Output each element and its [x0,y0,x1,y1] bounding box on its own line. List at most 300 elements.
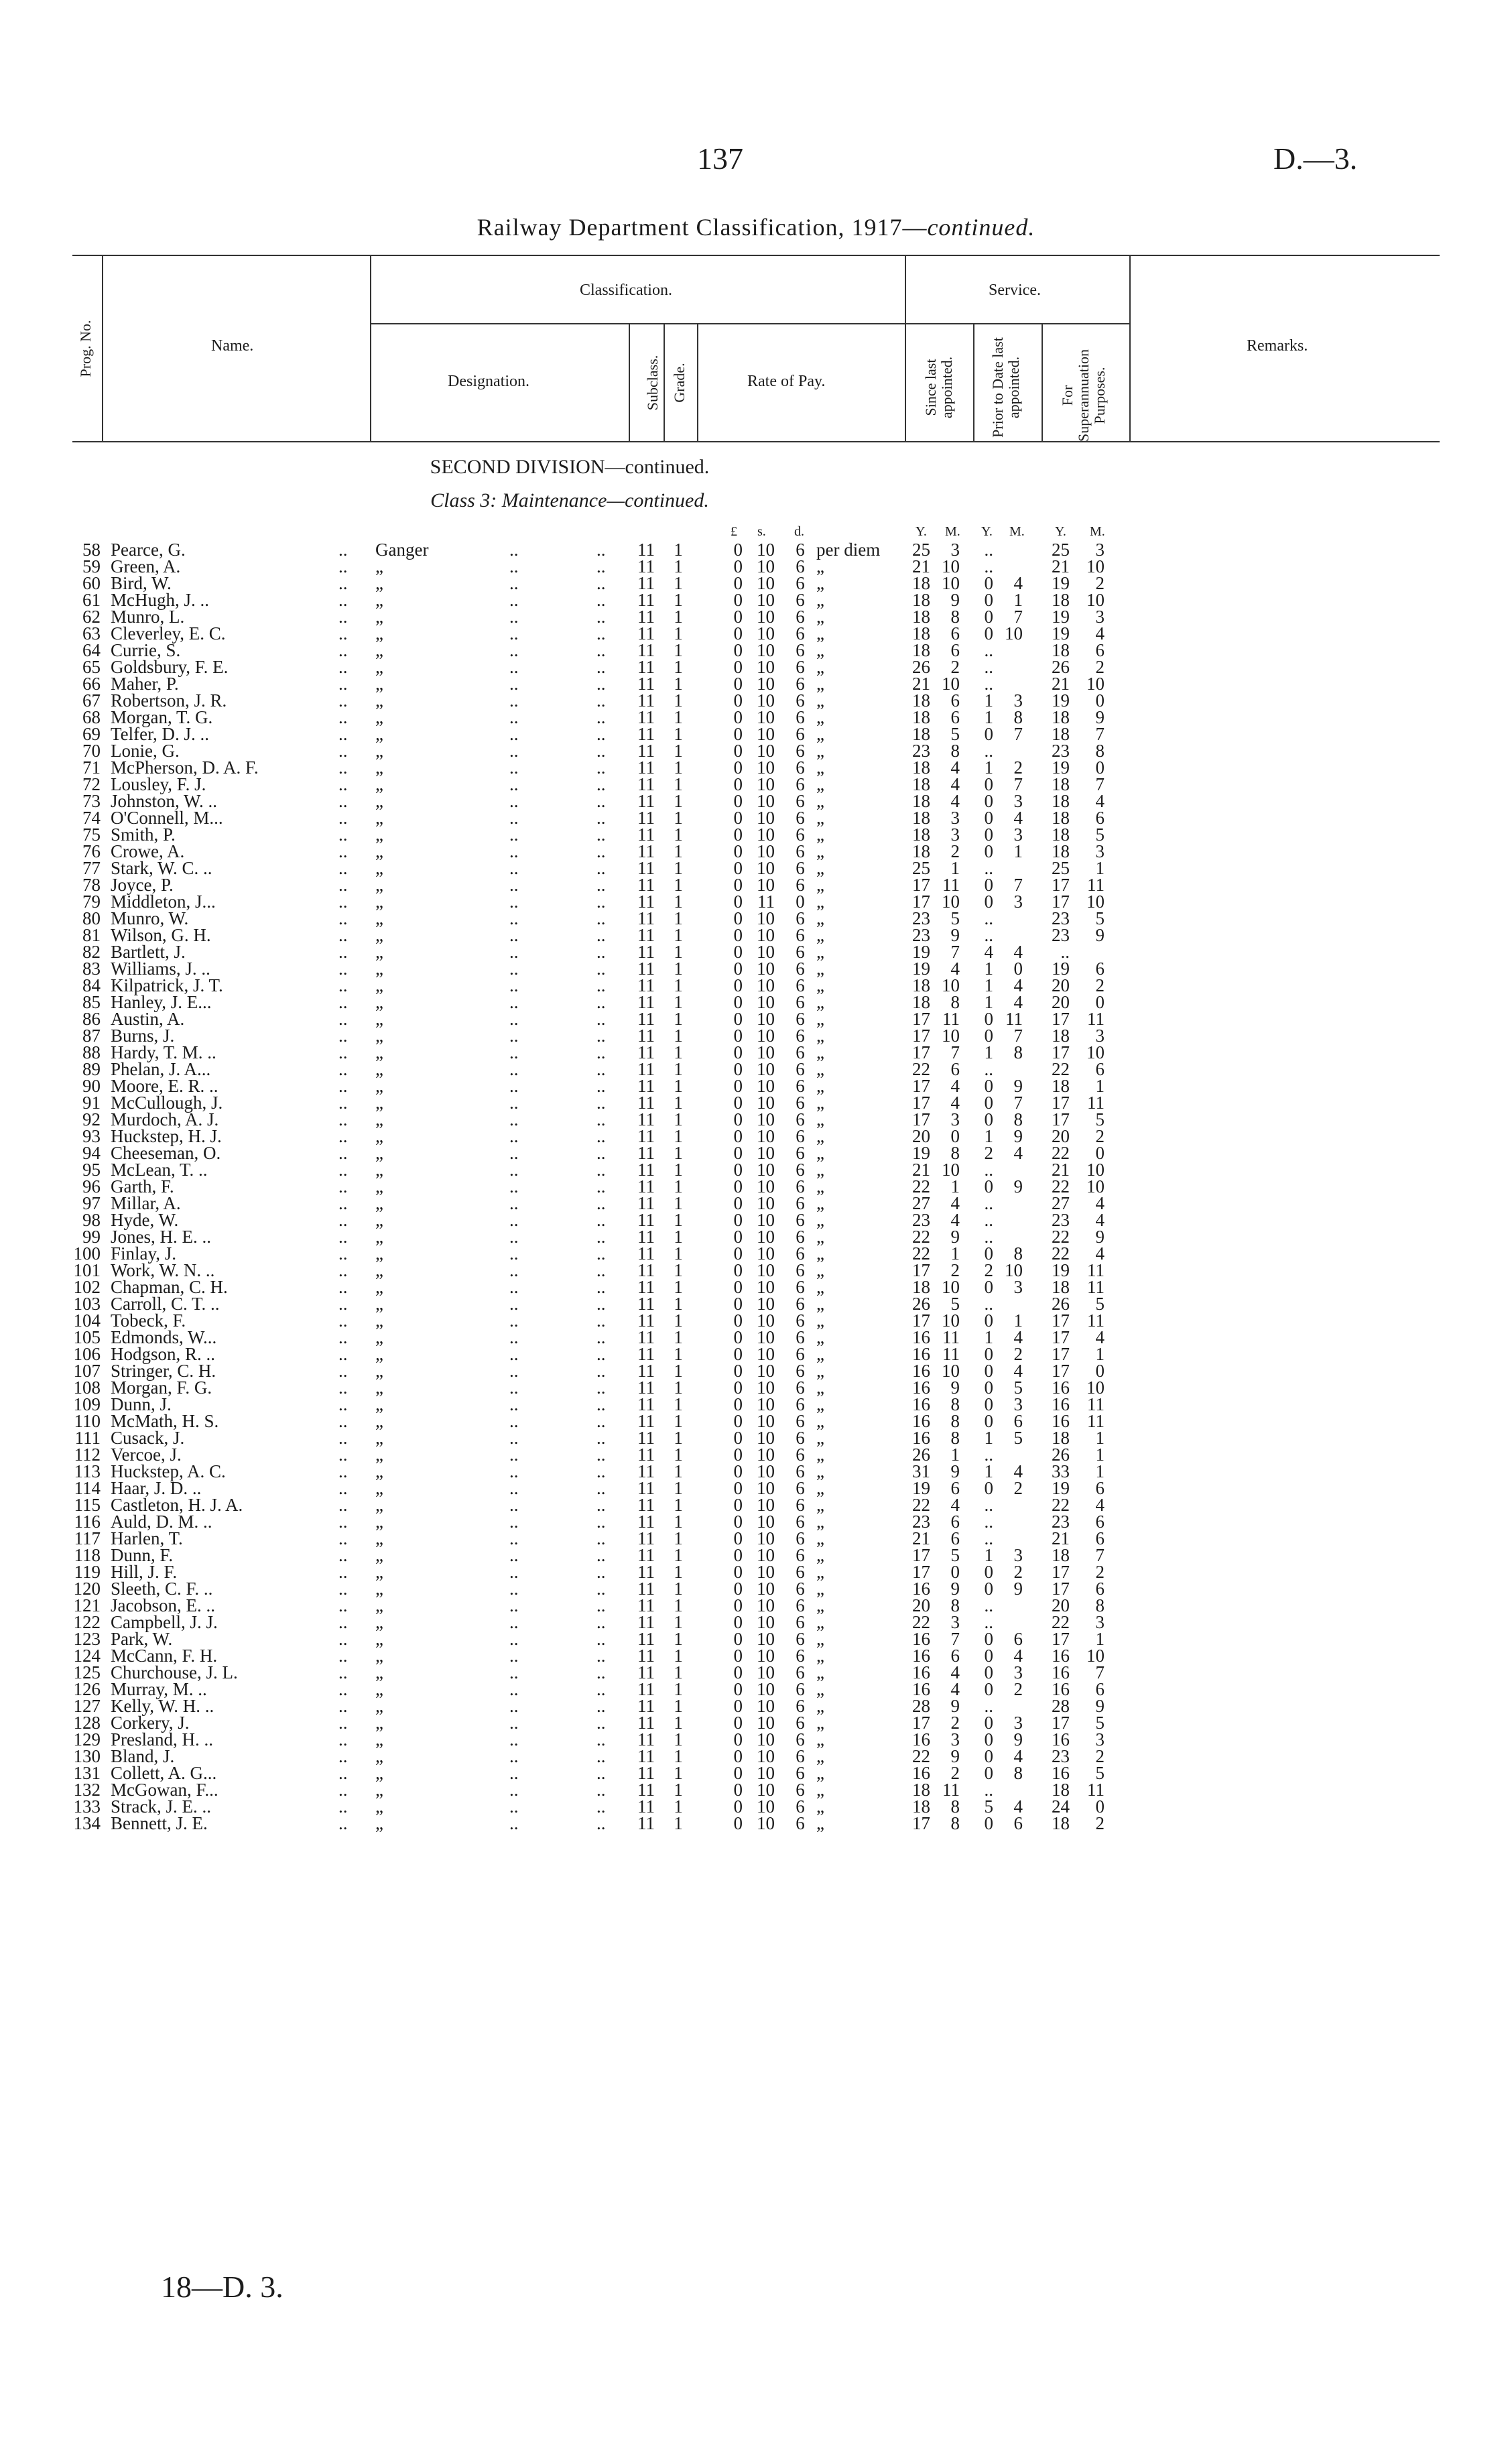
pay-pounds: 0 [733,1109,743,1129]
employee-name: Williams, J. .. [111,959,210,979]
pay-pounds: 0 [733,757,743,778]
super-years: 23 [1052,1210,1070,1230]
designation: „ [375,908,383,928]
since-months: 11 [942,1327,960,1347]
pay-period: „ [816,741,824,761]
title-main: Railway Department Classification, 1917— [477,214,928,241]
leader-dots: .. [338,1813,348,1833]
leader-dots: .. [509,1059,519,1079]
pay-pounds: 0 [733,791,743,811]
prior-months: 4 [1013,1796,1023,1817]
leader-dots: .. [596,1612,606,1632]
table-row [0,826,1512,843]
prog-no: 93 [82,1126,101,1146]
super-years: 18 [1052,791,1070,811]
prior-months: 4 [1013,1361,1023,1381]
leader-dots: .. [509,1210,519,1230]
since-years: 23 [912,925,930,945]
subclass: 11 [637,540,655,560]
grade: 1 [674,908,683,928]
leader-dots: .. [596,1512,606,1532]
prior-years: .. [984,925,993,945]
leader-dots: .. [338,875,348,895]
leader-dots: .. [509,1662,519,1682]
pay-pence: 6 [796,573,805,593]
pay-period: „ [816,1411,824,1431]
super-months: 6 [1095,640,1105,660]
page-number: 137 [697,141,743,176]
prog-no: 97 [82,1193,101,1213]
since-months: 10 [942,674,960,694]
table-row [0,1346,1512,1363]
grade: 1 [674,1193,683,1213]
prog-no: 113 [74,1461,101,1481]
leader-dots: .. [509,1461,519,1481]
pay-shillings: 10 [757,1780,775,1800]
prior-years: 0 [984,892,993,912]
pay-pounds: 0 [733,690,743,711]
since-years: 19 [912,942,930,962]
since-years: 17 [912,1310,930,1331]
pay-pence: 6 [796,623,805,643]
since-months: 2 [950,1713,960,1733]
pay-pounds: 0 [733,1595,743,1615]
employee-name: Sleeth, C. F. .. [111,1579,213,1599]
leader-dots: .. [509,1595,519,1615]
prog-no: 61 [82,590,101,610]
pay-pounds: 0 [733,1042,743,1062]
subclass: 11 [637,1076,655,1096]
super-months: 2 [1095,975,1105,995]
pay-pounds: 0 [733,1210,743,1230]
super-months: 10 [1086,556,1105,576]
super-months: 11 [1087,1277,1105,1297]
footer-reference: 18—D. 3. [161,2270,284,2304]
leader-dots: .. [596,540,606,560]
subclass: 11 [637,1461,655,1481]
prog-no: 79 [82,892,101,912]
designation: „ [375,1696,383,1716]
prior-years: 1 [984,959,993,979]
pay-period: „ [816,1512,824,1532]
since-years: 18 [912,774,930,794]
table-row [0,1463,1512,1480]
since-years: 26 [912,1445,930,1465]
prior-years: 0 [984,774,993,794]
pay-pounds: 0 [733,1512,743,1532]
since-years: 22 [912,1746,930,1766]
pay-shillings: 10 [757,1411,775,1431]
leader-dots: .. [338,1662,348,1682]
super-months: 10 [1086,1377,1105,1398]
super-years: 17 [1052,1344,1070,1364]
pay-pence: 6 [796,657,805,677]
super-years: 22 [1052,1176,1070,1197]
prog-no: 121 [73,1595,101,1615]
since-years: 18 [912,623,930,643]
leader-dots: .. [596,1579,606,1599]
designation: „ [375,1528,383,1548]
pay-pounds: 0 [733,1445,743,1465]
designation: „ [375,590,383,610]
prog-no: 115 [74,1495,101,1515]
pay-shillings: 10 [757,791,775,811]
subclass: 11 [637,1344,655,1364]
leader-dots: .. [596,925,606,945]
since-years: 18 [912,590,930,610]
leader-dots: .. [338,908,348,928]
leader-dots: .. [338,1076,348,1096]
employee-name: Munro, L. [111,607,185,627]
employee-name: Campbell, J. J. [111,1612,218,1632]
leader-dots: .. [338,1126,348,1146]
since-years: 20 [912,1595,930,1615]
grade: 1 [674,1277,683,1297]
table-row [0,1011,1512,1028]
super-years: 20 [1052,1595,1070,1615]
designation: „ [375,925,383,945]
prior-months: 9 [1013,1579,1023,1599]
prior-years: 0 [984,573,993,593]
designation: „ [375,1310,383,1331]
since-months: 8 [950,607,960,627]
prog-no: 133 [73,1796,101,1817]
employee-name: Pearce, G. [111,540,186,560]
table-row [0,843,1512,860]
grade: 1 [674,657,683,677]
subclass: 11 [637,1445,655,1465]
pay-pence: 6 [796,1294,805,1314]
pay-pounds: 0 [733,607,743,627]
prior-years: 0 [984,1729,993,1750]
super-years: 16 [1052,1646,1070,1666]
subclass: 11 [637,590,655,610]
designation: „ [375,707,383,727]
prog-no: 131 [73,1763,101,1783]
leader-dots: .. [596,1411,606,1431]
leader-dots: .. [338,623,348,643]
prior-years: 0 [984,724,993,744]
employee-name: O'Connell, M... [111,808,223,828]
grade: 1 [674,1478,683,1498]
since-months: 9 [950,1579,960,1599]
super-months: 0 [1095,690,1105,711]
leader-dots: .. [596,757,606,778]
employee-name: Dunn, F. [111,1545,174,1565]
super-years: 17 [1052,875,1070,895]
leader-dots: .. [509,1143,519,1163]
pay-pence: 6 [796,741,805,761]
prog-no: 65 [82,657,101,677]
subclass: 11 [637,1176,655,1197]
prior-months: 7 [1013,875,1023,895]
subclass: 11 [637,607,655,627]
pay-period: „ [816,942,824,962]
subclass: 11 [637,1411,655,1431]
table-row [0,1212,1512,1229]
super-months: 11 [1087,1780,1105,1800]
super-months: 10 [1086,1646,1105,1666]
table-row [0,1044,1512,1061]
pay-shillings: 10 [757,908,775,928]
super-months: 1 [1095,1629,1105,1649]
super-years: 17 [1052,892,1070,912]
pay-pence: 6 [796,1478,805,1498]
designation: „ [375,757,383,778]
leader-dots: .. [596,892,606,912]
leader-dots: .. [509,1763,519,1783]
prior-months: 0 [1013,959,1023,979]
employee-name: Kilpatrick, J. T. [111,975,223,995]
grade: 1 [674,1176,683,1197]
since-years: 18 [912,824,930,845]
employee-name: McCullough, J. [111,1093,223,1113]
grade: 1 [674,975,683,995]
leader-dots: .. [596,1696,606,1716]
leader-dots: .. [596,1445,606,1465]
pay-period: „ [816,1344,824,1364]
designation: „ [375,1361,383,1381]
grade: 1 [674,925,683,945]
leader-dots: .. [596,1126,606,1146]
subclass: 11 [637,1729,655,1750]
pay-pence: 6 [796,1411,805,1431]
table-row [0,1447,1512,1463]
since-months: 10 [942,1026,960,1046]
super-months: 6 [1095,1478,1105,1498]
pay-pounds: 0 [733,556,743,576]
prior-years: .. [984,1210,993,1230]
unit-month-prior: M. [1009,524,1025,539]
leader-dots: .. [509,741,519,761]
subclass: 11 [637,573,655,593]
super-months: 5 [1095,1713,1105,1733]
table-row [0,1715,1512,1731]
leader-dots: .. [509,607,519,627]
prior-months: 3 [1013,824,1023,845]
since-months: 1 [950,1445,960,1465]
designation: „ [375,1595,383,1615]
pay-shillings: 10 [757,992,775,1012]
prior-years: .. [984,657,993,677]
grade: 1 [674,1243,683,1264]
leader-dots: .. [596,707,606,727]
pay-period: „ [816,1746,824,1766]
prior-months: 3 [1013,1713,1023,1733]
leader-dots: .. [509,1160,519,1180]
leader-dots: .. [338,1160,348,1180]
grade: 1 [674,1394,683,1414]
super-months: 1 [1095,858,1105,878]
grade: 1 [674,707,683,727]
leader-dots: .. [596,791,606,811]
designation: „ [375,1260,383,1280]
employee-name: Burns, J. [111,1026,175,1046]
grade: 1 [674,1646,683,1666]
pay-shillings: 10 [757,1763,775,1783]
prior-months: 2 [1013,1679,1023,1699]
prior-months: 10 [1005,1260,1023,1280]
since-months: 6 [950,707,960,727]
pay-period: „ [816,1646,824,1666]
prior-years: 0 [984,1377,993,1398]
prior-years: 0 [984,1009,993,1029]
employee-name: Harlen, T. [111,1528,183,1548]
table-row [0,759,1512,776]
pay-pounds: 0 [733,1629,743,1649]
title-continued: continued. [927,214,1035,241]
pay-period: „ [816,925,824,945]
table-row [0,1061,1512,1078]
designation: „ [375,1109,383,1129]
subclass: 11 [637,674,655,694]
employee-name: Collett, A. G... [111,1763,217,1783]
prior-years: 1 [984,1327,993,1347]
pay-period: „ [816,1713,824,1733]
since-years: 21 [912,556,930,576]
leader-dots: .. [596,1026,606,1046]
prog-no: 96 [82,1176,101,1197]
super-years: 18 [1052,1277,1070,1297]
grade: 1 [674,1411,683,1431]
subclass: 11 [637,1160,655,1180]
grade: 1 [674,1294,683,1314]
grade: 1 [674,1528,683,1548]
leader-dots: .. [338,607,348,627]
since-months: 9 [950,1746,960,1766]
employee-name: Strack, J. E. .. [111,1796,211,1817]
prog-no: 72 [82,774,101,794]
pay-pence: 6 [796,707,805,727]
since-months: 6 [950,1478,960,1498]
employee-name: McLean, T. .. [111,1160,208,1180]
grade: 1 [674,841,683,861]
super-years: 17 [1052,1629,1070,1649]
super-years: 16 [1052,1679,1070,1699]
since-years: 16 [912,1629,930,1649]
employee-name: Auld, D. M. .. [111,1512,212,1532]
since-years: 17 [912,1109,930,1129]
super-years: 18 [1052,1813,1070,1833]
leader-dots: .. [596,1059,606,1079]
table-row [0,1681,1512,1698]
designation: „ [375,992,383,1012]
super-months: 4 [1095,791,1105,811]
pay-pence: 6 [796,674,805,694]
pay-pence: 6 [796,1528,805,1548]
employee-name: Wilson, G. H. [111,925,211,945]
pay-period: „ [816,1595,824,1615]
table-row [0,910,1512,927]
pay-shillings: 10 [757,1310,775,1331]
pay-period: „ [816,1612,824,1632]
pay-pence: 6 [796,640,805,660]
leader-dots: .. [596,741,606,761]
pay-pounds: 0 [733,908,743,928]
leader-dots: .. [509,1428,519,1448]
prog-no: 78 [82,875,101,895]
employee-name: Hanley, J. E... [111,992,212,1012]
employee-name: Haar, J. D. .. [111,1478,202,1498]
pay-pence: 6 [796,1277,805,1297]
super-years: 23 [1052,741,1070,761]
prog-no: 92 [82,1109,101,1129]
leader-dots: .. [509,1310,519,1331]
table-row [0,1078,1512,1095]
pay-pounds: 0 [733,774,743,794]
grade: 1 [674,607,683,627]
leader-dots: .. [596,858,606,878]
header-prog-no: Prog. No. [77,320,94,377]
designation: „ [375,942,383,962]
since-years: 26 [912,1294,930,1314]
leader-dots: .. [596,1629,606,1649]
leader-dots: .. [509,1009,519,1029]
employee-name: Middleton, J... [111,892,216,912]
prog-no: 70 [82,741,101,761]
designation: „ [375,1026,383,1046]
pay-pence: 6 [796,1679,805,1699]
super-months: 2 [1095,573,1105,593]
leader-dots: .. [596,1227,606,1247]
super-years: 26 [1052,657,1070,677]
pay-pounds: 0 [733,1160,743,1180]
table-row [0,1162,1512,1178]
super-months: 0 [1095,1143,1105,1163]
designation: „ [375,841,383,861]
pay-pounds: 0 [733,1277,743,1297]
pay-period: „ [816,724,824,744]
pay-shillings: 10 [757,1579,775,1599]
pay-period: „ [816,841,824,861]
pay-period: „ [816,623,824,643]
pay-shillings: 10 [757,1629,775,1649]
super-years: 17 [1052,1009,1070,1029]
pay-shillings: 10 [757,1361,775,1381]
since-years: 16 [912,1662,930,1682]
pay-pounds: 0 [733,1344,743,1364]
pay-period: „ [816,1310,824,1331]
leader-dots: .. [509,1227,519,1247]
unit-year-super: Y. [1055,524,1066,539]
employee-name: Work, W. N. .. [111,1260,215,1280]
subclass: 11 [637,1310,655,1331]
leader-dots: .. [596,1729,606,1750]
leader-dots: .. [509,1126,519,1146]
leader-dots: .. [509,1377,519,1398]
employee-name: McGowan, F... [111,1780,218,1800]
pay-shillings: 10 [757,1227,775,1247]
leader-dots: .. [596,556,606,576]
prog-no: 119 [74,1562,101,1582]
super-years: 16 [1052,1662,1070,1682]
prior-months: 4 [1013,975,1023,995]
prog-no: 86 [82,1009,101,1029]
table-row [0,1296,1512,1312]
employee-name: Morgan, F. G. [111,1377,212,1398]
since-years: 22 [912,1176,930,1197]
prog-no: 117 [74,1528,101,1548]
pay-pence: 6 [796,808,805,828]
super-years: 18 [1052,1780,1070,1800]
leader-dots: .. [338,1310,348,1331]
super-years: 16 [1052,1411,1070,1431]
designation: „ [375,1277,383,1297]
pay-pence: 6 [796,1160,805,1180]
designation: „ [375,1428,383,1448]
pay-pounds: 0 [733,1411,743,1431]
prior-years: 0 [984,1076,993,1096]
